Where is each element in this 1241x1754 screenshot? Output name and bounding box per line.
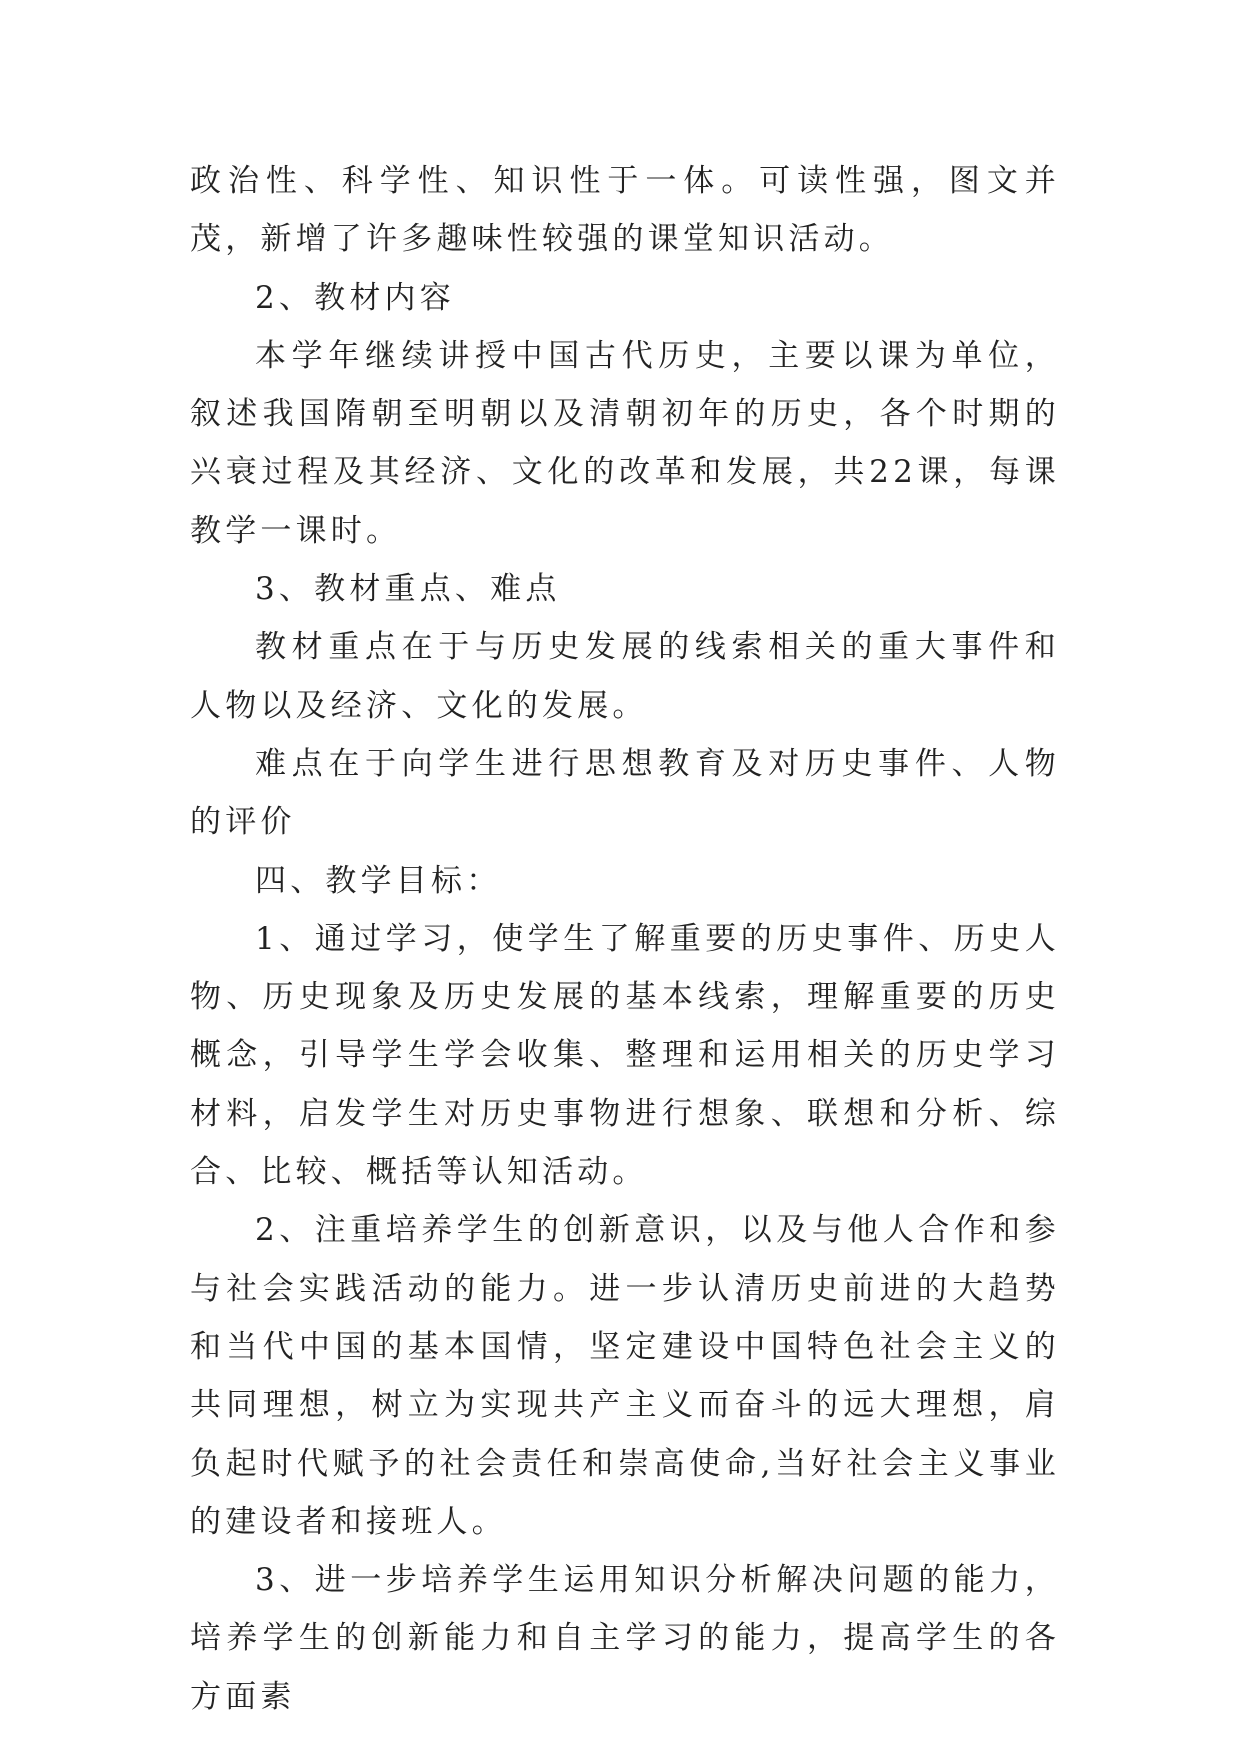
heading-teaching-goals: 四、教学目标： <box>255 862 502 899</box>
document-body <box>190 152 1060 1726</box>
paragraph-key-points: 教材重点在于与历史发展的线索相关的重大事件和人物以及经济、文化的发展。 <box>190 629 1060 724</box>
paragraph-goal-3: 3、进一步培养学生运用知识分析解决问题的能力，培养学生的创新能力和自主学习的能力，提高学生的各方面素 <box>190 1562 1060 1715</box>
paragraph-textbook-content: 本学年继续讲授中国古代历史，主要以课为单位，叙述我国隋朝至明朝以及清朝初年的历史，各个时期的兴衰过程及其经济、文化的改革和发展，共22课，每课教学一课时。 <box>190 337 1060 549</box>
heading-textbook-content: 2、教材内容 <box>255 279 455 316</box>
paragraph-intro-continued: 政治性、科学性、知识性于一体。可读性强，图文并茂，新增了许多趣味性较强的课堂知识活动。 <box>190 163 1060 258</box>
paragraph-goal-2: 2、注重培养学生的创新意识，以及与他人合作和参与社会实践活动的能力。进一步认清历史前进的大趋势和当代中国的基本国情，坚定建设中国特色社会主义的共同理想，树立为实现共产主义而奋斗的远大理想，肩负起时代赋予的社会责任和崇高使命,当好社会主义事业的建设者和接班人。 <box>190 1212 1060 1540</box>
heading-key-points: 3、教材重点、难点 <box>255 571 561 608</box>
paragraph-difficulties: 难点在于向学生进行思想教育及对历史事件、人物的评价 <box>190 745 1060 841</box>
paragraph-goal-1: 1、通过学习，使学生了解重要的历史事件、历史人物、历史现象及历史发展的基本线索，理解重要的历史概念，引导学生学会收集、整理和运用相关的历史学习材料，启发学生对历史事物进行想象、联想和分析、综合、比较、概括等认知活动。 <box>190 920 1060 1191</box>
